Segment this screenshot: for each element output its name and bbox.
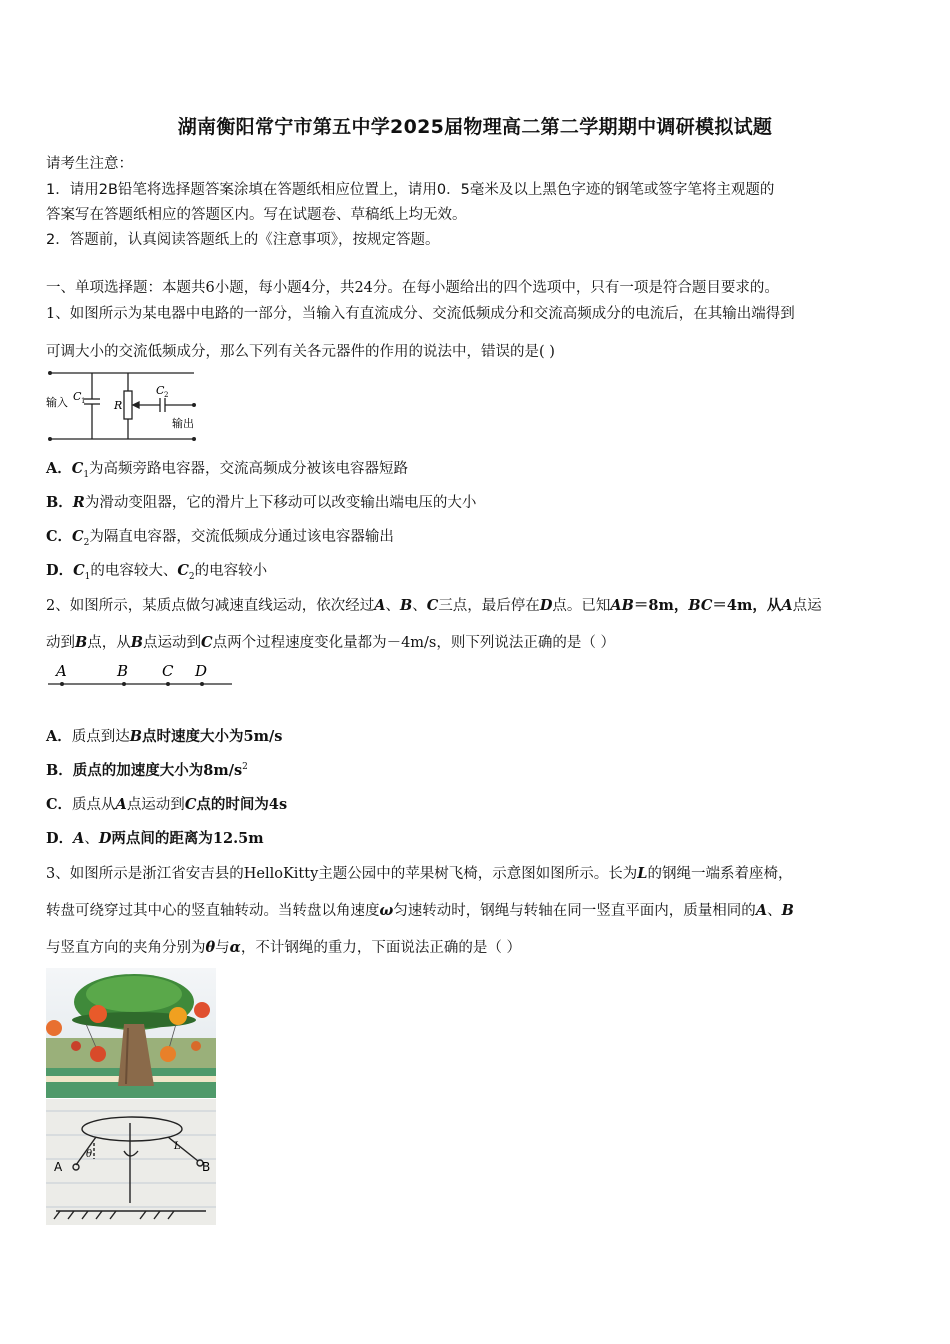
text: 点运动到	[143, 635, 202, 651]
q2-option-b	[46, 759, 248, 780]
symbol: A	[755, 902, 768, 919]
q2-option-a	[46, 725, 282, 746]
point-b-label: B	[117, 662, 129, 680]
option-text: 质点到达	[71, 729, 130, 745]
q1-stem-line1: 1、如图所示为某电器中电路的一部分，当输入有直流成分、交流低频成分和交流高频成分的电流后，在其输出端得到	[46, 306, 795, 322]
q3-stem-line1	[46, 862, 792, 883]
symbol: θ	[205, 939, 216, 956]
symbol: L	[637, 865, 648, 882]
option-text: 的电容较小	[194, 563, 268, 579]
option-text: 为隔直电容器，交流低频成分通过该电容器输出	[89, 529, 394, 545]
notice-item-1a: 1．请用2B铅笔将选择题答案涂填在答题纸相应位置上，请用0．5毫米及以上黑色字迹的钢笔或签字笔将主观题的	[46, 182, 775, 198]
symbol: B	[130, 634, 144, 651]
option-text: 为滑动变阻器，它的滑片上下移动可以改变输出端电压的大小	[84, 495, 477, 511]
subscript: 1	[83, 469, 90, 480]
sketch-label-theta: θ	[86, 1149, 93, 1160]
circuit-c2-sub: 2	[164, 391, 169, 399]
symbol: C	[177, 562, 189, 579]
q1-stem-line2: 可调大小的交流低频成分，那么下列有关各元器件的作用的说法中，错误的是( )	[46, 344, 555, 360]
option-prefix: B．	[46, 762, 73, 779]
text: ＝4m，从	[712, 597, 782, 614]
q3-stem-line3	[46, 936, 521, 957]
symbol: C	[426, 597, 439, 614]
text: 、	[767, 903, 782, 919]
text: 动到	[46, 635, 75, 651]
symbol: A	[781, 597, 793, 614]
text: 、	[412, 598, 427, 614]
swing-schematic-sketch	[46, 1099, 216, 1225]
page-title: 湖南衡阳常宁市第五中学2025届物理高二第二学期期中调研模拟试题	[177, 116, 773, 138]
circuit-output-label: 输出	[172, 417, 194, 430]
swing-ride-photo	[46, 968, 216, 1098]
text: 点，从	[87, 635, 131, 651]
text: 点两个过程速度变化量都为－4m/s，则下列说法正确的是（ ）	[212, 635, 615, 651]
subscript: 1	[84, 571, 91, 582]
sketch-label-b: B	[202, 1160, 211, 1174]
circuit-c1-label: C	[73, 390, 82, 403]
option-text: 为高频旁路电容器，交流高频成分被该电容器短路	[89, 461, 409, 477]
symbol: C	[71, 460, 84, 477]
symbol: D	[98, 830, 112, 847]
superscript: 2	[242, 762, 248, 773]
q2-option-c	[46, 793, 287, 814]
symbol: A	[115, 796, 127, 813]
point-d-label: D	[195, 662, 208, 680]
symbol: A	[374, 597, 386, 614]
symbol: B	[75, 634, 88, 651]
text: 2、如图所示，某质点做匀减速直线运动，依次经过	[46, 598, 375, 614]
q2-stem-line1	[46, 594, 822, 615]
circuit-r-label: R	[114, 399, 123, 412]
q1-option-a	[46, 457, 408, 480]
symbol: C	[201, 634, 213, 651]
text: 、	[385, 598, 400, 614]
option-text: 点运动到	[126, 797, 185, 813]
text: 点运	[792, 598, 822, 614]
option-prefix: D．	[46, 562, 74, 579]
text: 三点，最后停在	[438, 598, 540, 614]
option-text: 两点间的距离为12.5m	[111, 830, 264, 847]
symbol: B	[400, 597, 413, 614]
symbol: A	[73, 830, 85, 847]
symbol: BC	[688, 597, 713, 614]
option-text: 的电容较大、	[90, 563, 178, 579]
option-prefix: B．	[46, 494, 73, 511]
option-text: 质点的加速度大小为8m/s	[72, 762, 243, 779]
sketch-label-a: A	[54, 1160, 63, 1174]
text: ＝8m，	[633, 597, 689, 614]
q2-option-d	[46, 827, 264, 848]
circuit-input-label: 输入	[46, 396, 68, 409]
option-prefix: A．	[46, 460, 72, 477]
circuit-c1-sub: 1	[81, 397, 86, 405]
symbol: C	[72, 528, 84, 545]
symbol: ω	[379, 902, 394, 919]
symbol: B	[129, 728, 143, 745]
circuit-c2-label: C	[156, 384, 165, 397]
symbol: α	[229, 939, 241, 956]
text: ，不计钢绳的重力，下面说法正确的是（ ）	[240, 940, 521, 956]
text: 转盘可绕穿过其中心的竖直轴转动。当转盘以角速度	[46, 903, 380, 919]
symbol: AB	[610, 597, 634, 614]
q1-option-c	[46, 525, 394, 548]
option-text: 、	[84, 831, 99, 847]
q2-line-diagram	[44, 660, 239, 692]
text: 3、如图所示是浙江省安吉县的HelloKitty主题公园中的苹果树飞椅，示意图如图所示。长为	[46, 866, 638, 882]
symbol: B	[781, 902, 794, 919]
notice-heading: 请考生注意：	[46, 156, 133, 172]
option-text: 质点从	[72, 797, 116, 813]
symbol: R	[72, 494, 85, 511]
text: 点。已知	[552, 598, 611, 614]
q1-circuit-diagram	[44, 367, 209, 447]
option-prefix: A．	[46, 728, 72, 745]
option-prefix: C．	[46, 528, 73, 545]
q2-stem-line2	[46, 631, 615, 652]
option-prefix: C．	[46, 796, 73, 813]
symbol: C	[184, 796, 197, 813]
symbol: C	[73, 562, 85, 579]
q1-option-b	[46, 491, 476, 512]
q1-option-d	[46, 559, 267, 582]
option-text: 点时速度大小为5m/s	[142, 728, 283, 745]
point-a-label: A	[56, 662, 67, 680]
option-text: 点的时间为4s	[196, 796, 288, 813]
text: 与竖直方向的夹角分别为	[46, 940, 206, 956]
notice-item-2: 2．答题前，认真阅读答题纸上的《注意事项》，按规定答题。	[46, 232, 440, 248]
text: 匀速转动时，钢绳与转轴在同一竖直平面内，质量相同的	[393, 903, 756, 919]
section-heading: 一、单项选择题：本题共6小题，每小题4分，共24分。在每小题给出的四个选项中，只有一项是符合题目要求的。	[46, 280, 779, 296]
sketch-label-l: L	[174, 1141, 181, 1152]
text: 与	[215, 940, 230, 956]
subscript: 2	[83, 537, 90, 548]
option-prefix: D．	[46, 830, 74, 847]
text: 的钢绳一端系着座椅，	[647, 866, 793, 882]
symbol: D	[539, 597, 553, 614]
notice-item-1b: 答案写在答题纸相应的答题区内。写在试题卷、草稿纸上均无效。	[46, 207, 467, 223]
subscript: 2	[188, 571, 195, 582]
point-c-label: C	[162, 662, 174, 680]
q3-stem-line2	[46, 899, 794, 920]
